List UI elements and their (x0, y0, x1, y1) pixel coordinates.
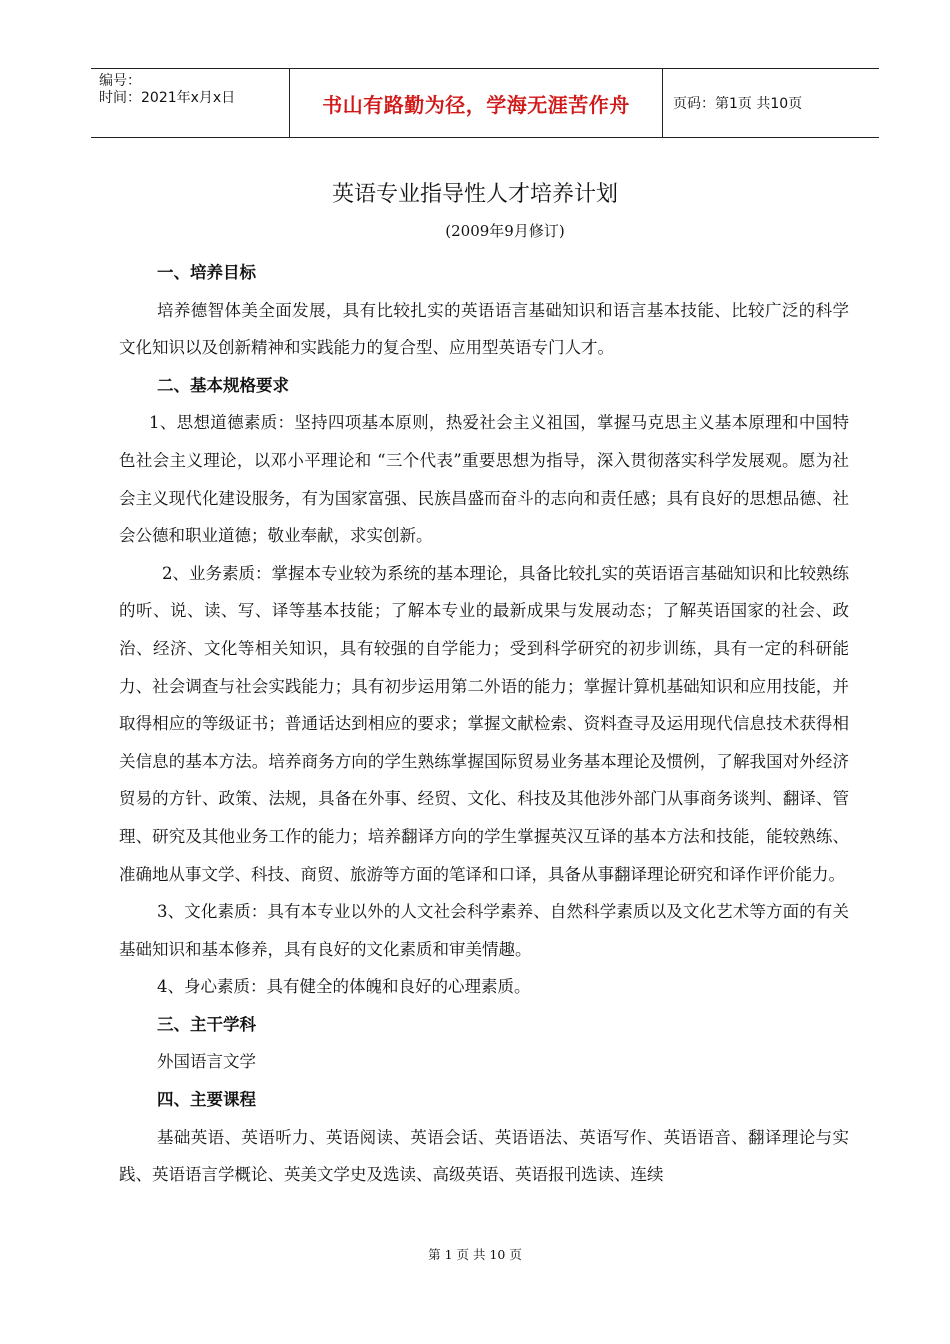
paragraph-physical-quality: 4、身心素质：具有健全的体魄和良好的心理素质。 (157, 977, 531, 997)
section-heading-main-discipline: 三、主干学科 (157, 1014, 256, 1034)
document-header-table (91, 68, 879, 138)
section-heading-requirements: 二、基本规格要求 (157, 375, 289, 395)
section-heading-objective: 一、培养目标 (157, 263, 256, 282)
page-footer: 第 1 页 共 10 页 (428, 1247, 522, 1262)
paragraph-main-courses: 基础英语、英语听力、英语阅读、英语会话、英语语法、英语写作、英语语音、翻译理论与实践、英语语言学概论、英美文学史及选读、高级英语、英语报刊选读、连续 (119, 1127, 849, 1185)
document-time-label: 时间：2021年x月x日 (99, 90, 236, 106)
paragraph-main-discipline: 外国语言文学 (157, 1052, 256, 1072)
document-number-label: 编号： (99, 73, 141, 89)
document-title: 英语专业指导性人才培养计划 (331, 182, 618, 207)
header-meta-cell (91, 69, 290, 137)
header-page-info: 页码：第1页 共10页 (673, 96, 803, 112)
paragraph-professional-quality: 2、业务素质：掌握本专业较为系统的基本理论，具备比较扎实的英语语言基础知识和比较熟练的听、说、读、写、译等基本技能；了解本专业的最新成果与发展动态；了解英语国家的社会、政治、经济、文化等相关知识，具有较强的自学能力；受到科学研究的初步训练，具有一定的科研能力、社会调查与社会实践能力；具有初步运用第二外语的能力；掌握计算机基础知识和应用技能，并取得相应的等级证书；普通话达到相应的要求；掌握文献检索、资料查寻及运用现代信息技术获得相关信息的基本方法。培养商务方向的学生熟练掌握国际贸易业务基本理论及惯例，了解我国对外经济贸易的方针、政策、法规，具备在外事、经贸、文化、科技及其他涉外部门从事商务谈判、翻译、管理、研究及其他业务工作的能力；培养翻译方向的学生掌握英汉互译的基本方法和技能，能较熟练、准确地从事文学、科技、商贸、旅游等方面的笔译和口译，具备从事翻译理论研究和译作评价能力。 (119, 563, 849, 884)
paragraph-moral-quality: 1、思想道德素质：坚持四项基本原则，热爱社会主义祖国，掌握马克思主义基本原理和中国特色社会主义理论，以邓小平理论和 “三个代表”重要思想为指导，深入贯彻落实科学发展观。愿为社会主义现代化建设服务，有为国家富强、民族昌盛而奋斗的志向和责任感；具有良好的思想品德、社会公德和职业道德；敬业奉献，求实创新。 (119, 413, 849, 546)
section-heading-main-courses: 四、主要课程 (157, 1090, 256, 1110)
header-motto: 书山有路勤为径，学海无涯苦作舟 (290, 69, 663, 137)
paragraph-objective: 培养德智体美全面发展，具有比较扎实的英语语言基础知识和语言基本技能、比较广泛的科学文化知识以及创新精神和实践能力的复合型、应用型英语专门人才。 (119, 300, 849, 358)
document-body (119, 254, 849, 1194)
paragraph-cultural-quality: 3、文化素质：具有本专业以外的人文社会科学素养、自然科学素质以及文化艺术等方面的有关基础知识和基本修养，具有良好的文化素质和审美情趣。 (119, 902, 849, 959)
document-subtitle: (2009年9月修订) (445, 222, 565, 240)
